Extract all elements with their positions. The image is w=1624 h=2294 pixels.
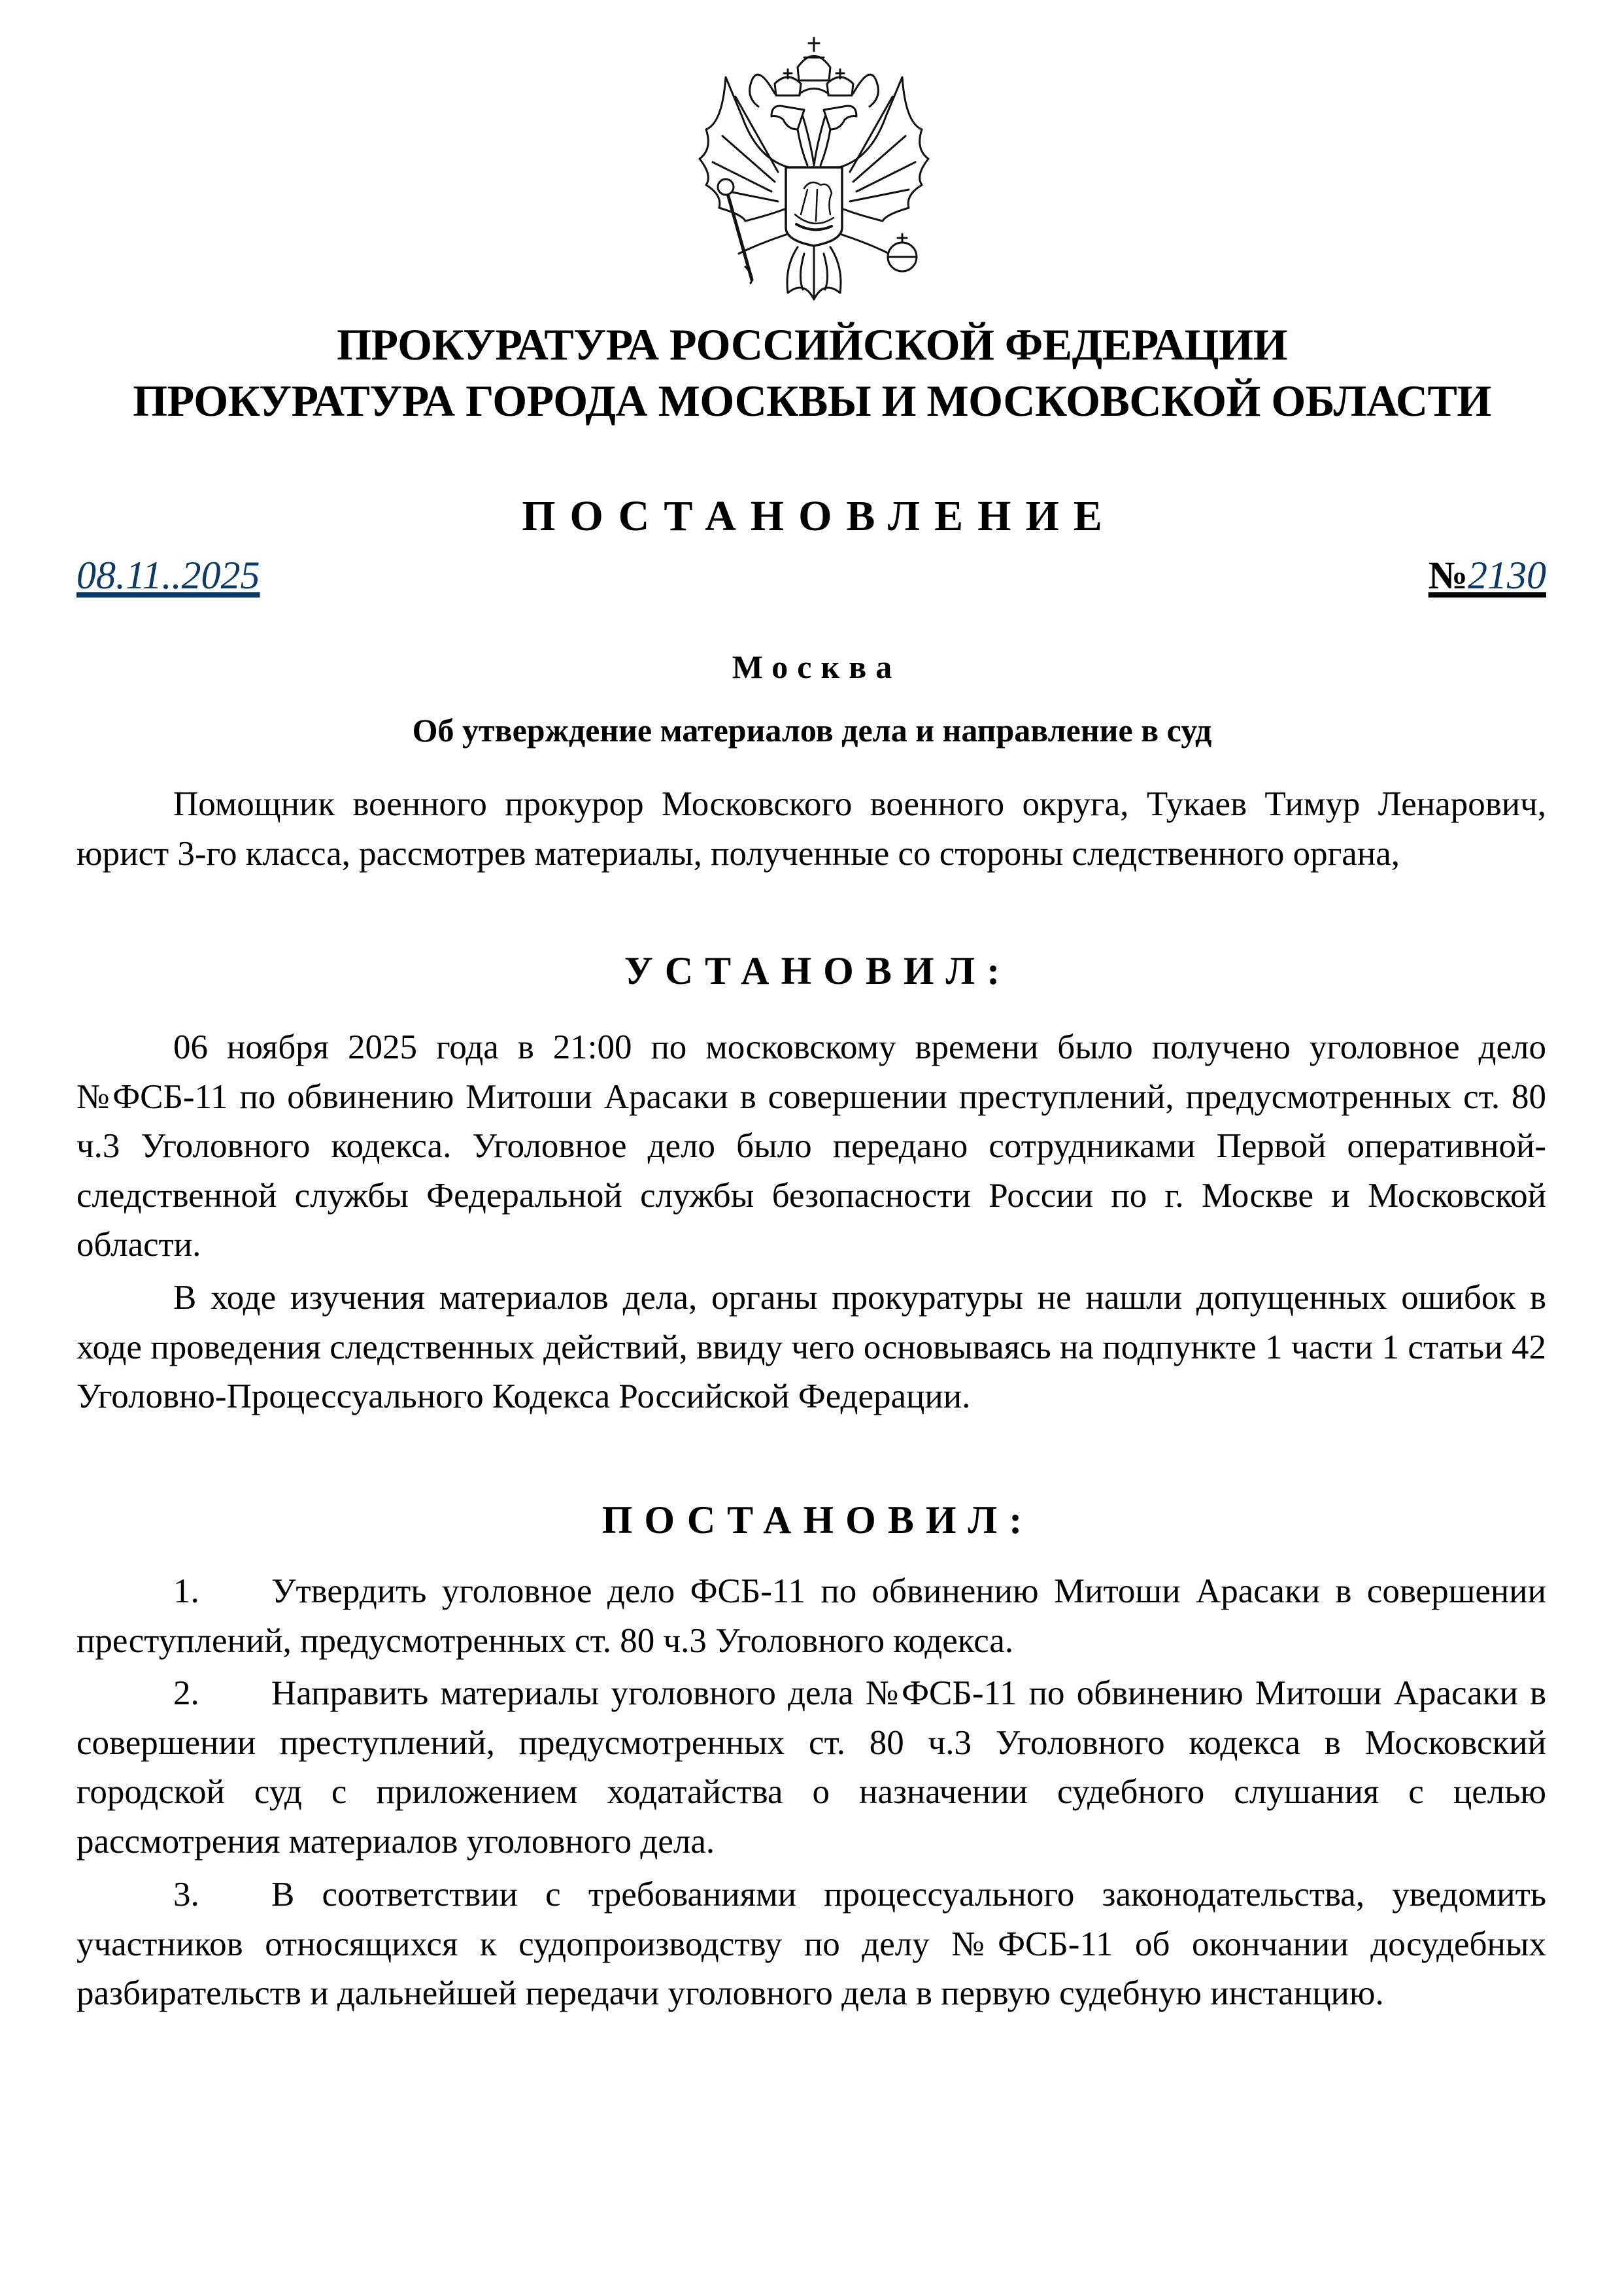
russian-coat-of-arms-icon [680,18,948,306]
decision-item [76,1669,1546,1866]
document-number [1429,552,1546,598]
decision-item-text: Утвердить уголовное дело ФСБ-11 по обвинению Митоши Арасаки в совершении преступлений, предусмотренных ст. 80 ч.3 Уголовного кодекса. [76,1572,1546,1660]
header-moscow-prosecutor: ПРОКУРАТУРА ГОРОДА МОСКВЫ И МОСКОВСКОЙ ОБЛАСТИ [133,376,1491,426]
number-sign: № [1428,554,1468,597]
decision-item [76,1567,1546,1666]
document-city: Москва [732,649,902,685]
document-date: 08.11..2025 [76,554,260,597]
decision-item-text: В соответствии с требованиями процессуального законодательства, уведомить участников относящихся к судопроизводству по делу №ФСБ-11 об окончании досудебных разбирательств и дальнейшей передачи уголовного дела в первую судебную инстанцию. [76,1876,1546,2012]
intro-paragraph: Помощник военного прокурор Московского военного округа, Тукаев Тимур Ленарович, юрист 3-го класса, рассмотрев материалы, полученные со стороны следственного органа, [76,785,1546,873]
document-number-value: 2130 [1468,554,1546,597]
section-heading-decided: ПОСТАНОВИЛ: [601,1498,1034,1542]
section-heading-established: УСТАНОВИЛ: [624,949,1012,992]
header-prosecutor-general: ПРОКУРАТУРА РОССИЙСКОЙ ФЕДЕРАЦИИ [337,320,1287,369]
coat-of-arms-emblem [680,18,948,306]
decision-item-text: Направить материалы уголовного дела №ФСБ-11 по обвинению Митоши Арасаки в совершении преступлений, предусмотренных ст. 80 ч.3 Уголовного кодекса в Московский городской суд с приложением ходатайства о назначении судебного слушания с целью рассмотрения материалов уголовного дела. [76,1674,1546,1861]
decision-item [76,1870,1546,2019]
document-subject: Об утверждение материалов дела и направление в суд [412,712,1212,749]
established-paragraph: В ходе изучения материалов дела, органы прокуратуры не нашли допущенных ошибок в ходе проведения следственных действий, ввиду чего основываясь на подпункте 1 части 1 статьи 42 Уголовно-Процессуального Кодекса Российской Федерации. [76,1279,1546,1415]
decision-item-number: 1. [173,1572,199,1610]
decision-item-number: 3. [173,1876,199,1914]
document-title: ПОСТАНОВЛЕНИЕ [522,492,1117,540]
established-paragraph: 06 ноября 2025 года в 21:00 по московскому времени было получено уголовное дело №ФСБ-11 по обвинению Митоши Арасаки в совершении преступлений, предусмотренных ст. 80 ч.3 Уголовного кодекса. Уголовное дело было передано сотрудниками Первой оперативной-следственной службы Федеральной службы безопасности России по г. Москве и Московской области. [76,1028,1546,1264]
decision-item-number: 2. [173,1674,199,1712]
